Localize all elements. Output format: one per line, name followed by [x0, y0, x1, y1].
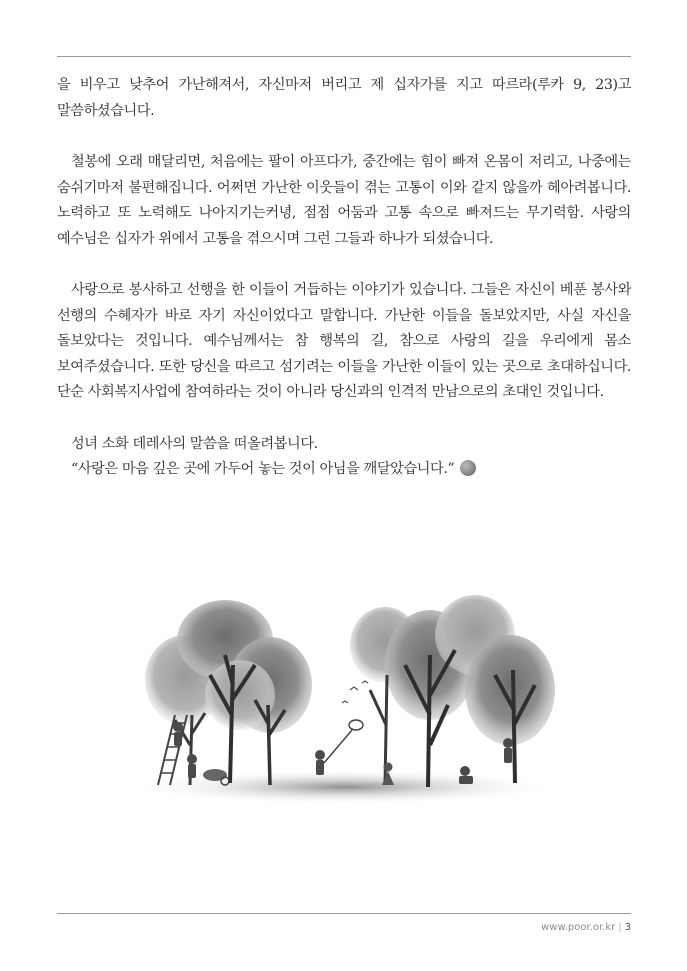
figure-child-butterfly-net	[315, 681, 368, 775]
figure-child-ladder	[173, 722, 183, 746]
left-tree-group	[145, 600, 312, 785]
footer-rule	[57, 913, 631, 914]
end-mark-icon	[460, 460, 476, 476]
park-illustration	[130, 595, 560, 810]
paragraph-4-intro: 성녀 소화 데레사의 말씀을 떠올려봅니다.	[71, 435, 318, 452]
page-footer	[541, 922, 631, 933]
paragraph-1: 을 비우고 낮추어 가난해져서, 자신마저 버리고 제 십자가를 지고 따르라(루카 9, 23)고 말씀하셨습니다.	[57, 77, 631, 119]
paragraph-3: 사랑으로 봉사하고 선행을 한 이들이 거듭하는 이야기가 있습니다. 그들은 자신이 베푼 봉사와 선행의 수혜자가 바로 자기 자신이었다고 말합니다. 가난한 이들을 돌보았지만, 사실 자신을 돌보았다는 것입니다. 예수님께서는 참 행복의 길, 참으로 사랑의 길을 우리에게 몸소 보여주셨습니다. 또한 당신을 따르고 섬기려는 이들을 가난한 이들이 있는 곳으로 초대하십니다. 단순 사회복지사업에 참여하라는 것이 아니라 당신과의 인격적 만남으로의 초대인 것입니다.	[57, 282, 631, 400]
footer-separator: |	[618, 922, 622, 933]
article-body	[57, 73, 631, 483]
footer-url[interactable]: www.poor.or.kr	[541, 922, 616, 933]
header-rule	[57, 56, 631, 57]
page-number: 3	[624, 922, 631, 933]
paragraph-2: 철봉에 오래 매달리면, 처음에는 팔이 아프다가, 중간에는 힘이 빠져 온몸이 저리고, 나중에는 숨쉬기마저 불편해집니다. 어쩌면 가난한 이웃들이 겪는 고통이 이와 같지 않을까 헤아려봅니다. 노력하고 또 노력해도 나아지기는커녕, 점점 어둠과 고통 속으로 빠져드는 무기력함. 사랑의 예수님은 십자가 위에서 고통을 겪으시며 그런 그들과 하나가 되셨습니다.	[57, 154, 631, 247]
figure-child-tree-right	[503, 738, 513, 763]
paragraph-4-quote-line	[57, 457, 631, 483]
center-tree-group	[350, 595, 555, 787]
saint-quote: “사랑은 마음 깊은 곳에 가두어 놓는 것이 아님을 깨달았습니다.”	[71, 461, 455, 477]
